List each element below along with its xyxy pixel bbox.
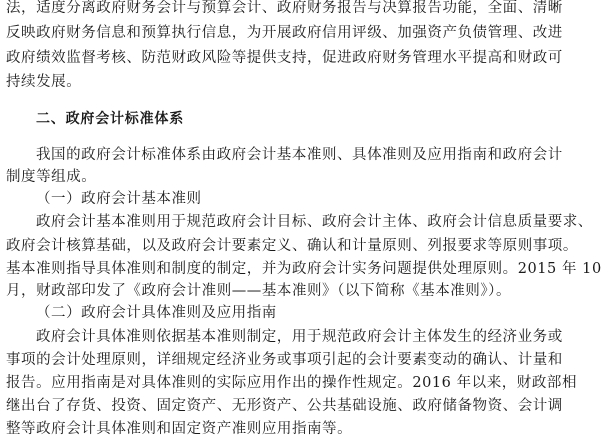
section-heading: 二、政府会计标准体系 — [36, 111, 184, 127]
subsection-1-line-1: 政府会计基本准则用于规范政府会计目标、政府会计主体、政府会计信息质量要求、 — [36, 214, 593, 230]
subsection-2-line-1: 政府会计具体准则依据基本准则制定，用于规范政府会计主体发生的经济业务或 — [36, 329, 563, 345]
subsection-2-heading: （二）政府会计具体准则及应用指南 — [36, 305, 277, 321]
subsection-2-line-3: 报告。应用指南是对具体准则的实际应用作出的操作性规定。2016 年以来，财政部相 — [6, 375, 578, 391]
subsection-1-line-3: 基本准则指导具体准则和制度的制定，并为政府会计实务问题提供处理原则。2015 年 10 — [6, 261, 602, 277]
intro-line-4: 持续发展。 — [6, 74, 82, 90]
intro-line-3: 政府绩效监督考核、防范财政风险等提供支持，促进政府财务管理水平提高和财政可 — [6, 50, 563, 66]
subsection-1-line-4: 月，财政部印发了《政府会计准则——基本准则》（以下简称《基本准则》）。 — [6, 283, 511, 299]
subsection-2-line-4: 继出台了存货、投资、固定资产、无形资产、公共基础设施、政府储备物资、会计调 — [6, 398, 563, 414]
subsection-2-line-5: 整等政府会计具体准则和固定资产准则应用指南等。 — [6, 421, 353, 437]
subsection-1-line-2: 政府会计核算基础，以及政府会计要素定义、确认和计量原则、列报要求等原则事项。 — [6, 238, 578, 254]
subsection-2-line-2: 事项的会计处理原则，详细规定经济业务或事项引起的会计要素变动的确认、计量和 — [6, 352, 563, 368]
intro-line-2: 反映政府财务信息和预算执行信息，为开展政府信用评级、加强资产负债管理、改进 — [6, 25, 563, 41]
section-intro-line-2: 制度等组成。 — [6, 169, 97, 185]
intro-line-1: 法，适度分离政府财务会计与预算会计、政府财务报告与决算报告功能，全面、清晰 — [6, 0, 563, 16]
section-intro-line-1: 我国的政府会计标准体系由政府会计基本准则、具体准则及应用指南和政府会计 — [36, 147, 563, 163]
subsection-1-heading: （一）政府会计基本准则 — [36, 191, 202, 207]
